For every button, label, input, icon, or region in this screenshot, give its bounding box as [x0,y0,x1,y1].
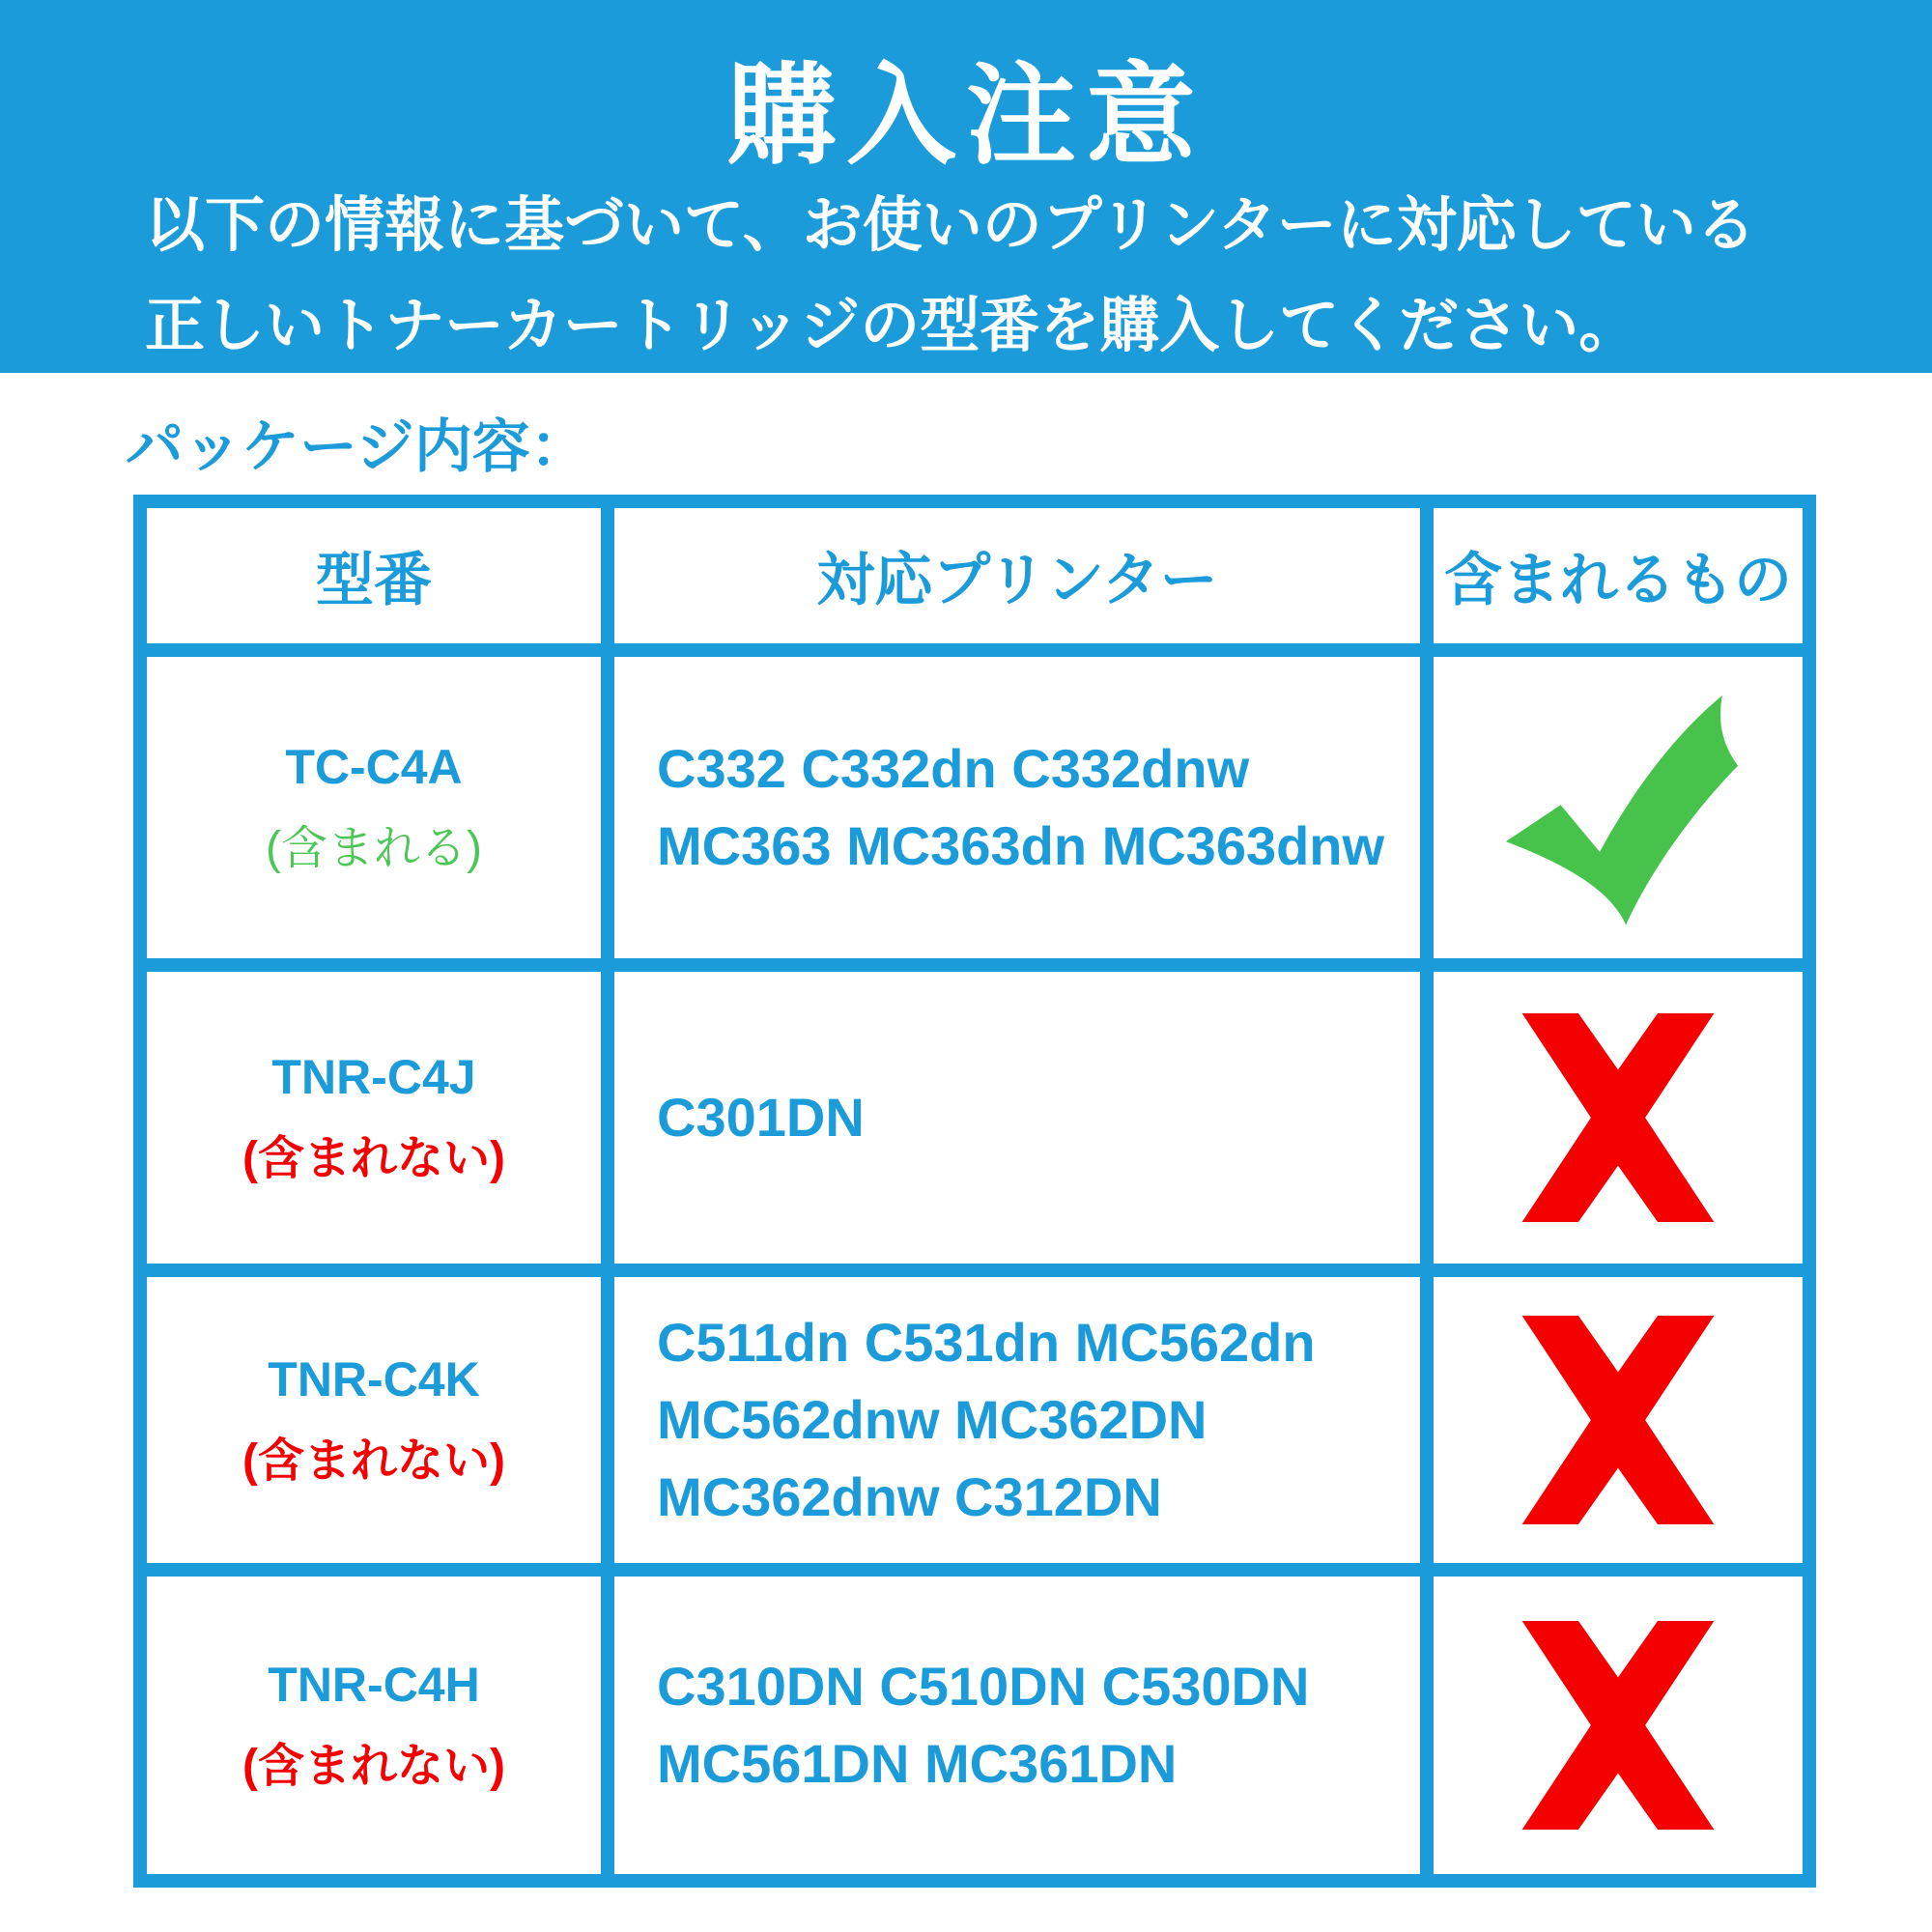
check-icon [1488,672,1748,943]
table-row-0-status-cell [1434,657,1803,958]
model-number: TC-C4A [285,739,463,794]
package-table [133,495,1816,1888]
banner-subtitle-line1: 以下の情報に基づいて、お使いのプリンターに対応している [145,192,1756,259]
banner-subtitle-line2: 正しいトナーカートリッジの型番を購入してください。 [145,293,1639,359]
banner-subtitle [145,176,1756,377]
header-cell-model: 型番 [147,508,601,643]
model-number: TNR-C4H [268,1657,480,1712]
page-title: 購入注意 [725,55,1206,178]
table-row-3-model-cell [147,1577,601,1874]
printer-line: MC362dnw C312DN [657,1466,1162,1527]
table-row-1-model-cell [147,972,601,1264]
model-note: (含まれない) [242,1132,505,1184]
printer-line: C310DN C510DN C530DN [657,1656,1310,1717]
printer-line: C511dn C531dn MC562dn [657,1312,1316,1373]
model-number: TNR-C4J [271,1049,476,1104]
model-number: TNR-C4K [268,1351,480,1406]
model-note: (含まれない) [242,1740,505,1792]
model-note: (含まれない) [242,1435,505,1487]
header-banner [0,0,1932,373]
table-row-1-status-cell [1434,972,1803,1264]
cross-icon [1510,1621,1726,1830]
header-cell-included: 含まれるもの [1434,508,1803,643]
model-note: (含まれる) [266,822,482,874]
cross-icon [1510,1316,1726,1524]
header-cell-printers: 対応プリンター [614,508,1420,643]
table-row-1-printers-cell [614,972,1420,1264]
table-row-2-printers-cell [614,1277,1420,1563]
table-row-2-model-cell [147,1277,601,1563]
table-row-3-status-cell [1434,1577,1803,1874]
printer-line: MC363 MC363dn MC363dnw [657,815,1385,876]
cross-icon [1510,1013,1726,1222]
printer-line: C301DN [657,1087,865,1148]
printer-line: C332 C332dn C332dnw [657,738,1250,799]
table-row-3-printers-cell [614,1577,1420,1874]
table-row-0-model-cell [147,657,601,958]
section-label: パッケージ内容： [126,414,588,479]
table-row-2-status-cell [1434,1277,1803,1563]
table-row-0-printers-cell [614,657,1420,958]
printer-line: MC561DN MC361DN [657,1733,1178,1794]
printer-line: MC562dnw MC362DN [657,1389,1208,1450]
